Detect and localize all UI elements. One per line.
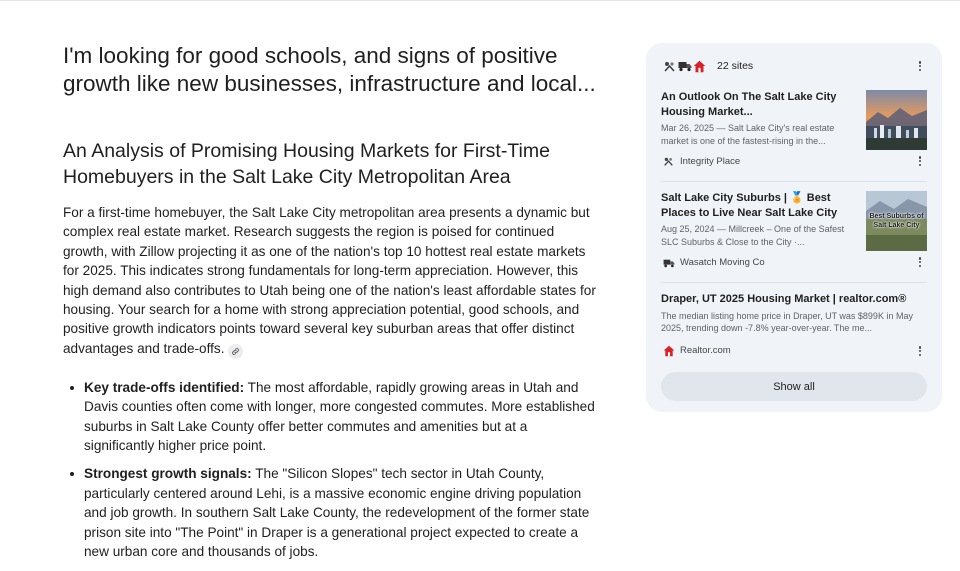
sources-header[interactable] [662, 57, 753, 75]
source-title[interactable]: Draper, UT 2025 Housing Market | realtor.com® [661, 293, 907, 305]
source-snippet: The median listing home price in Draper, UT was $899K in May 2025, trending down -7.8% year-over-year. The me... [661, 310, 913, 333]
source-title[interactable]: An Outlook On The Salt Lake City Housing Market... [661, 91, 837, 118]
bullet-list [63, 378, 598, 562]
source-thumbnail-image[interactable] [866, 90, 927, 150]
source-site[interactable] [661, 154, 740, 169]
source-divider [661, 282, 927, 283]
source-more-icon[interactable] [914, 154, 926, 168]
response-article [63, 138, 598, 571]
user-query: I'm looking for good schools, and signs of positive growth like new businesses, infrastructure and local... [63, 43, 596, 96]
source-divider [661, 181, 927, 182]
source-card[interactable] [661, 292, 927, 362]
source-site[interactable] [661, 255, 765, 270]
sources-panel [646, 43, 942, 412]
wasatch-moving-truck-icon [661, 255, 676, 270]
intro-paragraph [63, 203, 598, 359]
realtor-home-icon [661, 343, 676, 358]
integrity-place-icon [661, 154, 676, 169]
source-snippet: Mar 26, 2025 — Salt Lake City's real estate market is one of the fastest-rising in the... [661, 123, 835, 146]
source-card[interactable] [661, 191, 927, 276]
article-heading: An Analysis of Promising Housing Markets for First-Time Homebuyers in the Salt Lake City Metropolitan Area [63, 140, 550, 188]
source-snippet: Aug 25, 2024 — Millcreek – One of the Safest SLC Suburbs & Close to the City ·... [661, 224, 845, 247]
source-card[interactable] [661, 90, 927, 175]
bullet-dot [70, 386, 74, 390]
source-site-name: Integrity Place [680, 156, 741, 167]
source-more-icon[interactable] [914, 255, 926, 269]
source-site-name: Wasatch Moving Co [680, 257, 765, 268]
sites-count: 22 sites [717, 60, 754, 72]
favicon-stack [662, 59, 707, 74]
intro-text: For a first-time homebuyer, the Salt Lake City metropolitan area presents a dynamic but complex real estate market. Research suggests the region is poised for continued growth, with Zillow projecting it as one of the nation's top 10 hottest real estate markets for 2025. This indicates strong fundamentals for long-term appreciation. However, this high demand also contributes to Utah being one of the nation's least affordable states for housing. Your search for a home with strong appreciation potential, good schools, and positive growth indicators points toward several key suburban areas that offer distinct advantages and trade-offs. [63, 205, 596, 356]
source-more-icon[interactable] [914, 344, 926, 358]
source-title[interactable]: Salt Lake City Suburbs | 🏅 Best Places to Live Near Salt Lake City [661, 192, 838, 219]
top-divider [0, 0, 960, 1]
source-thumbnail-image[interactable] [866, 191, 927, 251]
thumbnail-caption: Best Suburbs of Salt Lake City [869, 213, 924, 229]
wasatch-moving-truck-icon [677, 59, 692, 74]
bullet-text: The "Silicon Slopes" tech sector in Utah County, particularly centered around Lehi, is a massive economic engine driving population and job growth. In southern Salt Lake County, the redevelopment of the former state prison site into "The Point" in Draper is a generational project expected to create a new urban core and thousands of jobs. [84, 466, 590, 560]
bullet-label: Strongest growth signals: [84, 466, 252, 482]
panel-more-icon[interactable] [914, 59, 926, 73]
list-item [63, 378, 598, 456]
citation-link-icon[interactable] [228, 344, 243, 359]
bullet-dot [70, 472, 74, 476]
bullet-text: The most affordable, rapidly growing areas in Utah and Davis counties often come with longer, more congested commutes. More established suburbs in Salt Lake County offer better commutes and amenities but at a significantly higher price point. [84, 379, 595, 454]
source-site[interactable] [661, 343, 731, 358]
list-item [63, 464, 598, 561]
source-site-name: Realtor.com [680, 345, 731, 356]
show-all-button[interactable]: Show all [661, 372, 927, 401]
bullet-label: Key trade-offs identified: [84, 379, 245, 395]
integrity-place-icon [662, 59, 677, 74]
realtor-home-icon [692, 59, 707, 74]
